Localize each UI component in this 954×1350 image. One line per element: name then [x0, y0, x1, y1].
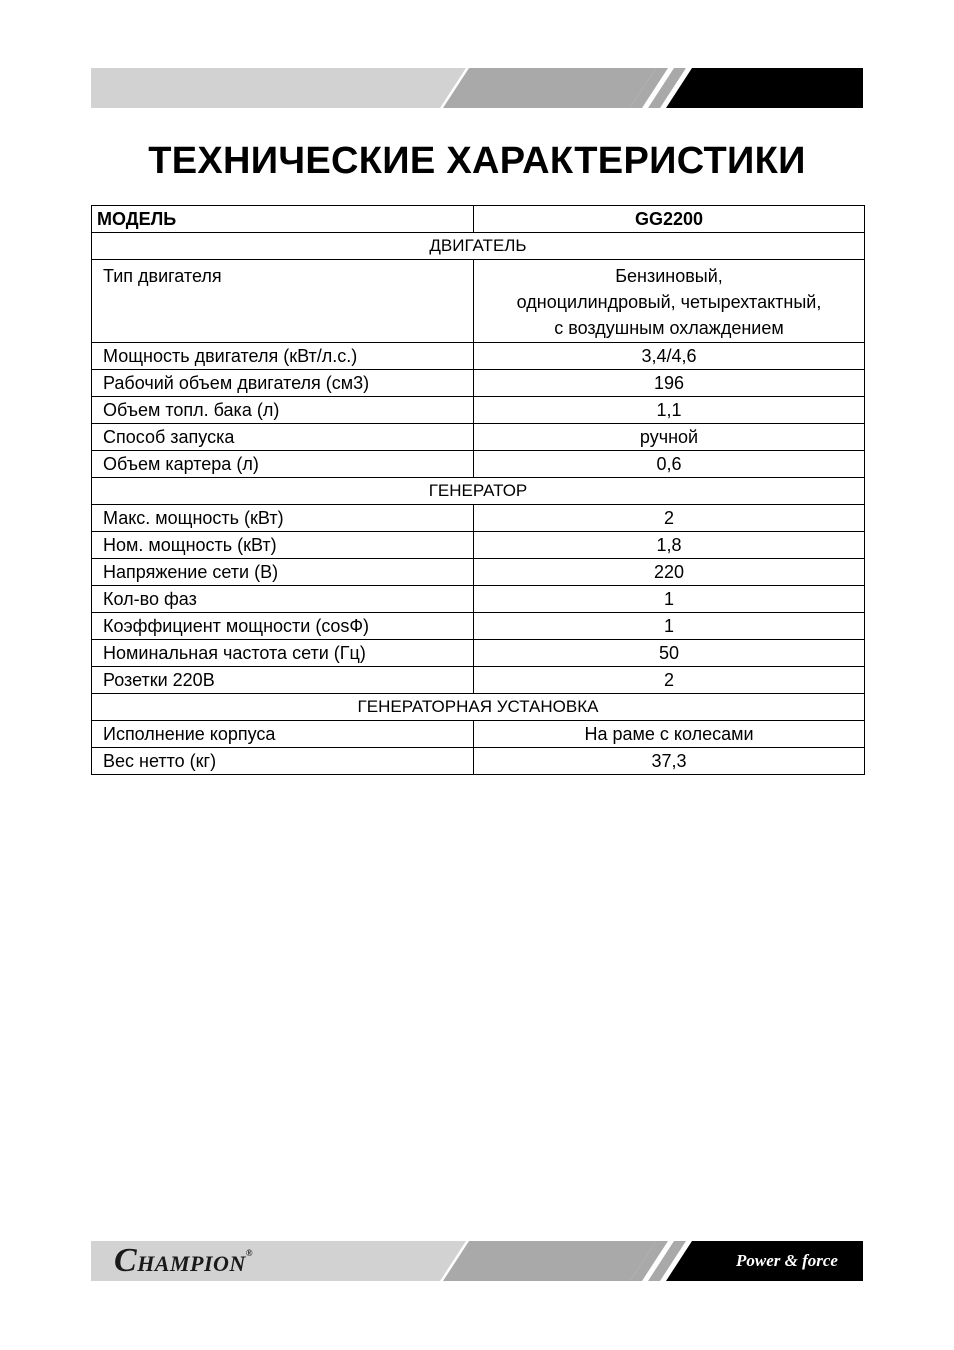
- section-header-row: [92, 478, 865, 505]
- row-value: 220: [474, 559, 865, 586]
- row-value-line: с воздушным охлаждением: [554, 318, 784, 338]
- row-value-line: одноцилиндровый, четырехтактный,: [516, 292, 822, 312]
- row-value: 2: [474, 667, 865, 694]
- row-value: 0,6: [474, 451, 865, 478]
- table-row: [92, 559, 865, 586]
- logo-initial: C: [114, 1242, 138, 1279]
- table-row: [92, 586, 865, 613]
- row-label: Вес нетто (кг): [92, 748, 474, 775]
- model-label: МОДЕЛЬ: [92, 206, 474, 233]
- table-row: [92, 613, 865, 640]
- row-value: 2: [474, 505, 865, 532]
- table-row: [92, 505, 865, 532]
- table-row: [92, 640, 865, 667]
- row-label: Номинальная частота сети (Гц): [92, 640, 474, 667]
- slogan: Power & force: [736, 1251, 838, 1270]
- table-row: [92, 260, 865, 343]
- model-value: GG2200: [474, 206, 865, 233]
- section-header-row: [92, 233, 865, 260]
- row-value: [474, 260, 865, 343]
- row-value: 1: [474, 613, 865, 640]
- row-value: 50: [474, 640, 865, 667]
- header-stripe-band: [91, 68, 863, 108]
- row-value: На раме с колесами: [474, 721, 865, 748]
- row-value: 3,4/4,6: [474, 343, 865, 370]
- page-title: ТЕХНИЧЕСКИЕ ХАРАКТЕРИСТИКИ: [148, 140, 806, 182]
- table-row: [92, 424, 865, 451]
- table-row: [92, 370, 865, 397]
- champion-logo: [114, 1243, 253, 1282]
- spec-table: [91, 205, 865, 775]
- row-label: Способ запуска: [92, 424, 474, 451]
- row-value: 37,3: [474, 748, 865, 775]
- logo-text: HAMPION: [137, 1251, 246, 1276]
- row-label: Ном. мощность (кВт): [92, 532, 474, 559]
- row-label: Напряжение сети (В): [92, 559, 474, 586]
- registered-mark: ®: [245, 1248, 254, 1258]
- table-row: [92, 748, 865, 775]
- table-header-row: [92, 206, 865, 233]
- row-label: Объем топл. бака (л): [92, 397, 474, 424]
- row-value: 1: [474, 586, 865, 613]
- row-value-line: Бензиновый,: [615, 266, 723, 286]
- section-title-engine: ДВИГАТЕЛЬ: [92, 233, 865, 260]
- section-header-row: [92, 694, 865, 721]
- row-value: 1,8: [474, 532, 865, 559]
- table-row: [92, 532, 865, 559]
- section-title-generator: ГЕНЕРАТОР: [92, 478, 865, 505]
- row-label: Коэффициент мощности (cosФ): [92, 613, 474, 640]
- row-label: Рабочий объем двигателя (см3): [92, 370, 474, 397]
- row-label: Тип двигателя: [92, 260, 474, 343]
- row-label: Исполнение корпуса: [92, 721, 474, 748]
- table-row: [92, 667, 865, 694]
- section-title-genset: ГЕНЕРАТОРНАЯ УСТАНОВКА: [92, 694, 865, 721]
- row-label: Мощность двигателя (кВт/л.с.): [92, 343, 474, 370]
- row-label: Розетки 220В: [92, 667, 474, 694]
- row-value: ручной: [474, 424, 865, 451]
- row-label: Кол-во фаз: [92, 586, 474, 613]
- row-value: 1,1: [474, 397, 865, 424]
- table-row: [92, 397, 865, 424]
- table-row: [92, 721, 865, 748]
- row-value: 196: [474, 370, 865, 397]
- row-label: Объем картера (л): [92, 451, 474, 478]
- table-row: [92, 343, 865, 370]
- table-row: [92, 451, 865, 478]
- row-label: Макс. мощность (кВт): [92, 505, 474, 532]
